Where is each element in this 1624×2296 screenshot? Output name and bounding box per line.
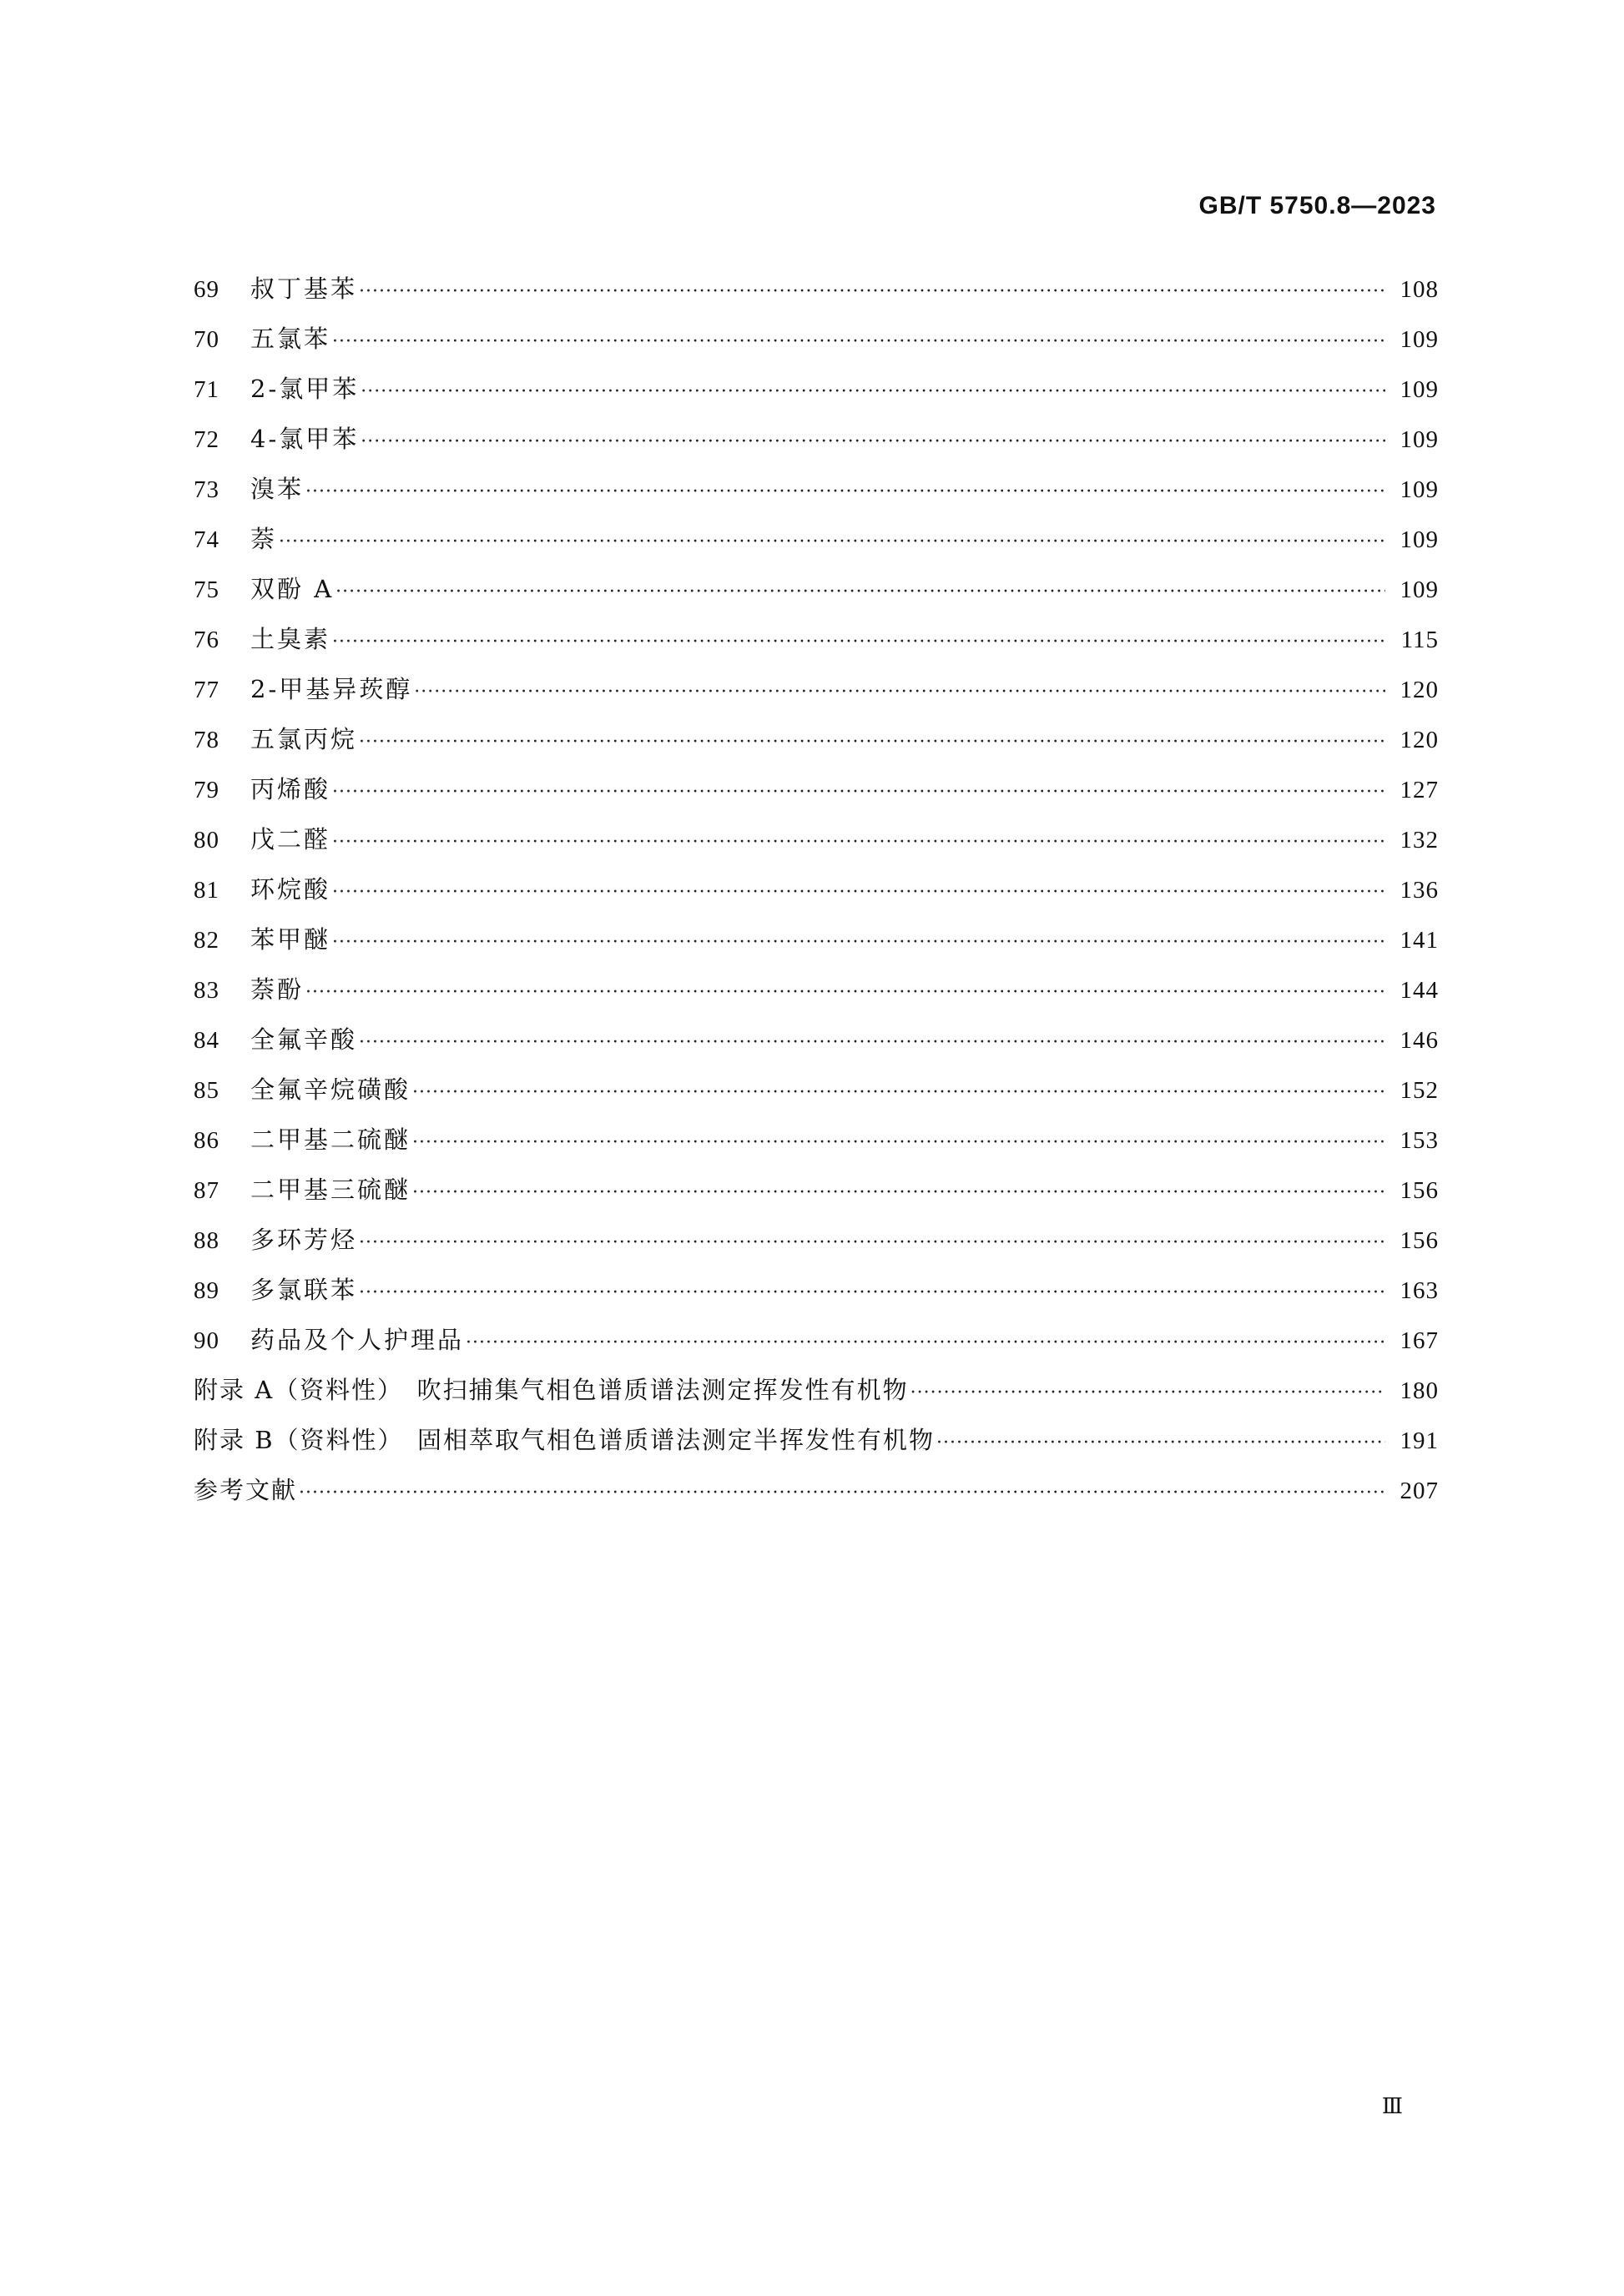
toc-entry-page: 127 — [1400, 777, 1439, 803]
toc-leader-dots — [332, 617, 1385, 667]
page-number-footer: Ⅲ — [1381, 2094, 1403, 2118]
toc-entry-72[interactable] — [194, 414, 1439, 464]
toc-entry-page: 144 — [1400, 977, 1439, 1004]
toc-references-page: 207 — [1400, 1478, 1439, 1504]
toc-appendix-page: 191 — [1400, 1427, 1439, 1454]
toc-leader-dots — [412, 1168, 1385, 1218]
toc-entry-page: 120 — [1400, 727, 1439, 753]
toc-appendix-b[interactable] — [194, 1415, 1439, 1465]
toc-entry-title: 多环芳烃 — [250, 1226, 358, 1254]
toc-entry-title: 萘酚 — [250, 975, 305, 1004]
toc-entry-page: 167 — [1400, 1327, 1439, 1354]
toc-entry-89[interactable] — [194, 1265, 1439, 1315]
toc-leader-dots — [332, 918, 1385, 968]
toc-entry-number: 69 — [194, 276, 219, 303]
toc-leader-dots — [332, 317, 1385, 367]
table-of-contents — [194, 264, 1439, 1515]
toc-entry-82[interactable] — [194, 914, 1439, 964]
toc-entry-81[interactable] — [194, 864, 1439, 914]
toc-entry-84[interactable] — [194, 1015, 1439, 1065]
toc-leader-dots — [361, 367, 1385, 417]
toc-entry-page: 132 — [1400, 827, 1439, 853]
toc-entry-number: 74 — [194, 526, 219, 553]
toc-entry-number: 75 — [194, 577, 219, 603]
toc-leader-dots — [305, 968, 1385, 1018]
toc-references-title: 参考文献 — [194, 1476, 298, 1504]
toc-leader-dots — [359, 718, 1385, 768]
toc-leader-dots — [305, 467, 1385, 517]
toc-entry-number: 87 — [194, 1177, 219, 1204]
toc-entry-80[interactable] — [194, 814, 1439, 864]
toc-entry-page: 156 — [1400, 1227, 1439, 1254]
toc-entry-70[interactable] — [194, 314, 1439, 364]
toc-entry-title: 叔丁基苯 — [250, 274, 358, 303]
toc-entry-title: 药品及个人护理品 — [250, 1326, 465, 1354]
toc-entry-88[interactable] — [194, 1215, 1439, 1265]
toc-entry-title: 五氯苯 — [250, 325, 331, 353]
toc-entry-number: 89 — [194, 1277, 219, 1304]
toc-entry-page: 156 — [1400, 1177, 1439, 1204]
toc-entry-title: 环烷酸 — [250, 875, 331, 904]
toc-entry-title: 4-氯甲苯 — [250, 425, 360, 453]
toc-entry-90[interactable] — [194, 1315, 1439, 1365]
toc-appendix-page: 180 — [1400, 1377, 1439, 1404]
toc-entry-title: 苯甲醚 — [250, 925, 331, 954]
toc-leader-dots — [359, 1268, 1385, 1318]
toc-entry-title: 溴苯 — [250, 475, 305, 503]
toc-leader-dots — [359, 1218, 1385, 1268]
toc-entry-87[interactable] — [194, 1165, 1439, 1215]
toc-entry-title: 2-甲基异莰醇 — [250, 675, 413, 703]
toc-entry-number: 76 — [194, 627, 219, 653]
toc-entry-number: 78 — [194, 727, 219, 753]
toc-leader-dots — [414, 667, 1385, 718]
toc-entry-75[interactable] — [194, 564, 1439, 614]
toc-leader-dots — [412, 1068, 1385, 1118]
toc-entry-74[interactable] — [194, 514, 1439, 564]
toc-entry-title: 全氟辛酸 — [250, 1025, 358, 1054]
toc-entry-page: 109 — [1400, 476, 1439, 503]
toc-entry-title: 丙烯酸 — [250, 775, 331, 803]
toc-entry-page: 153 — [1400, 1127, 1439, 1154]
toc-entry-title: 2-氯甲苯 — [250, 375, 360, 403]
toc-entry-83[interactable] — [194, 964, 1439, 1015]
toc-entry-number: 70 — [194, 326, 219, 353]
toc-entry-title: 萘 — [250, 525, 278, 553]
toc-entry-number: 81 — [194, 877, 219, 904]
toc-entry-title: 双酚 A — [250, 575, 335, 603]
toc-entry-number: 77 — [194, 677, 219, 703]
toc-entry-78[interactable] — [194, 714, 1439, 764]
toc-entry-number: 86 — [194, 1127, 219, 1154]
toc-entry-number: 88 — [194, 1227, 219, 1254]
toc-entry-85[interactable] — [194, 1065, 1439, 1115]
toc-entry-number: 83 — [194, 977, 219, 1004]
toc-leader-dots — [332, 818, 1385, 868]
toc-entry-title: 多氯联苯 — [250, 1276, 358, 1304]
toc-entry-number: 85 — [194, 1077, 219, 1104]
toc-appendix-a[interactable] — [194, 1365, 1439, 1415]
toc-entry-title: 戊二醛 — [250, 825, 331, 853]
toc-entry-page: 109 — [1400, 326, 1439, 353]
toc-entry-page: 109 — [1400, 376, 1439, 403]
toc-appendix-title: 附录 A（资料性） 吹扫捕集气相色谱质谱法测定挥发性有机物 — [194, 1376, 909, 1404]
toc-entry-title: 二甲基三硫醚 — [250, 1176, 411, 1204]
toc-entry-page: 109 — [1400, 526, 1439, 553]
toc-entry-73[interactable] — [194, 464, 1439, 514]
toc-entry-page: 109 — [1400, 426, 1439, 453]
toc-entry-page: 115 — [1400, 627, 1439, 653]
toc-entry-76[interactable] — [194, 614, 1439, 664]
standard-id-header: GB/T 5750.8—2023 — [1198, 192, 1436, 219]
toc-entry-86[interactable] — [194, 1115, 1439, 1165]
toc-entry-page: 120 — [1400, 677, 1439, 703]
toc-leader-dots — [361, 417, 1385, 467]
toc-entry-77[interactable] — [194, 664, 1439, 714]
toc-entry-title: 二甲基二硫醚 — [250, 1125, 411, 1154]
toc-entry-page: 152 — [1400, 1077, 1439, 1104]
toc-entry-page: 163 — [1400, 1277, 1439, 1304]
toc-entry-number: 71 — [194, 376, 219, 403]
toc-leader-dots — [910, 1368, 1385, 1418]
toc-entry-page: 109 — [1400, 577, 1439, 603]
toc-leader-dots — [332, 768, 1385, 818]
toc-entry-79[interactable] — [194, 764, 1439, 814]
toc-leader-dots — [936, 1418, 1385, 1468]
toc-entry-title: 全氟辛烷磺酸 — [250, 1075, 411, 1104]
toc-leader-dots — [332, 868, 1385, 918]
toc-entry-page: 141 — [1400, 927, 1439, 954]
toc-entry-page: 108 — [1400, 276, 1439, 303]
toc-leader-dots — [335, 567, 1385, 617]
toc-entry-number: 79 — [194, 777, 219, 803]
toc-entry-title: 土臭素 — [250, 625, 331, 653]
toc-leader-dots — [359, 1018, 1385, 1068]
toc-entry-number: 73 — [194, 476, 219, 503]
toc-entry-title: 五氯丙烷 — [250, 725, 358, 753]
toc-entry-71[interactable] — [194, 364, 1439, 414]
toc-leader-dots — [466, 1318, 1385, 1368]
toc-entry-page: 146 — [1400, 1027, 1439, 1054]
toc-entry-number: 90 — [194, 1327, 219, 1354]
toc-leader-dots — [299, 1468, 1385, 1518]
toc-leader-dots — [279, 517, 1385, 567]
toc-leader-dots — [412, 1118, 1385, 1168]
toc-entry-69[interactable] — [194, 264, 1439, 314]
toc-entry-page: 136 — [1400, 877, 1439, 904]
toc-entry-number: 82 — [194, 927, 219, 954]
toc-entry-number: 80 — [194, 827, 219, 853]
toc-entry-number: 72 — [194, 426, 219, 453]
toc-references[interactable] — [194, 1465, 1439, 1515]
toc-entry-number: 84 — [194, 1027, 219, 1054]
toc-appendix-title: 附录 B（资料性） 固相萃取气相色谱质谱法测定半挥发性有机物 — [194, 1426, 936, 1454]
toc-leader-dots — [359, 267, 1385, 317]
